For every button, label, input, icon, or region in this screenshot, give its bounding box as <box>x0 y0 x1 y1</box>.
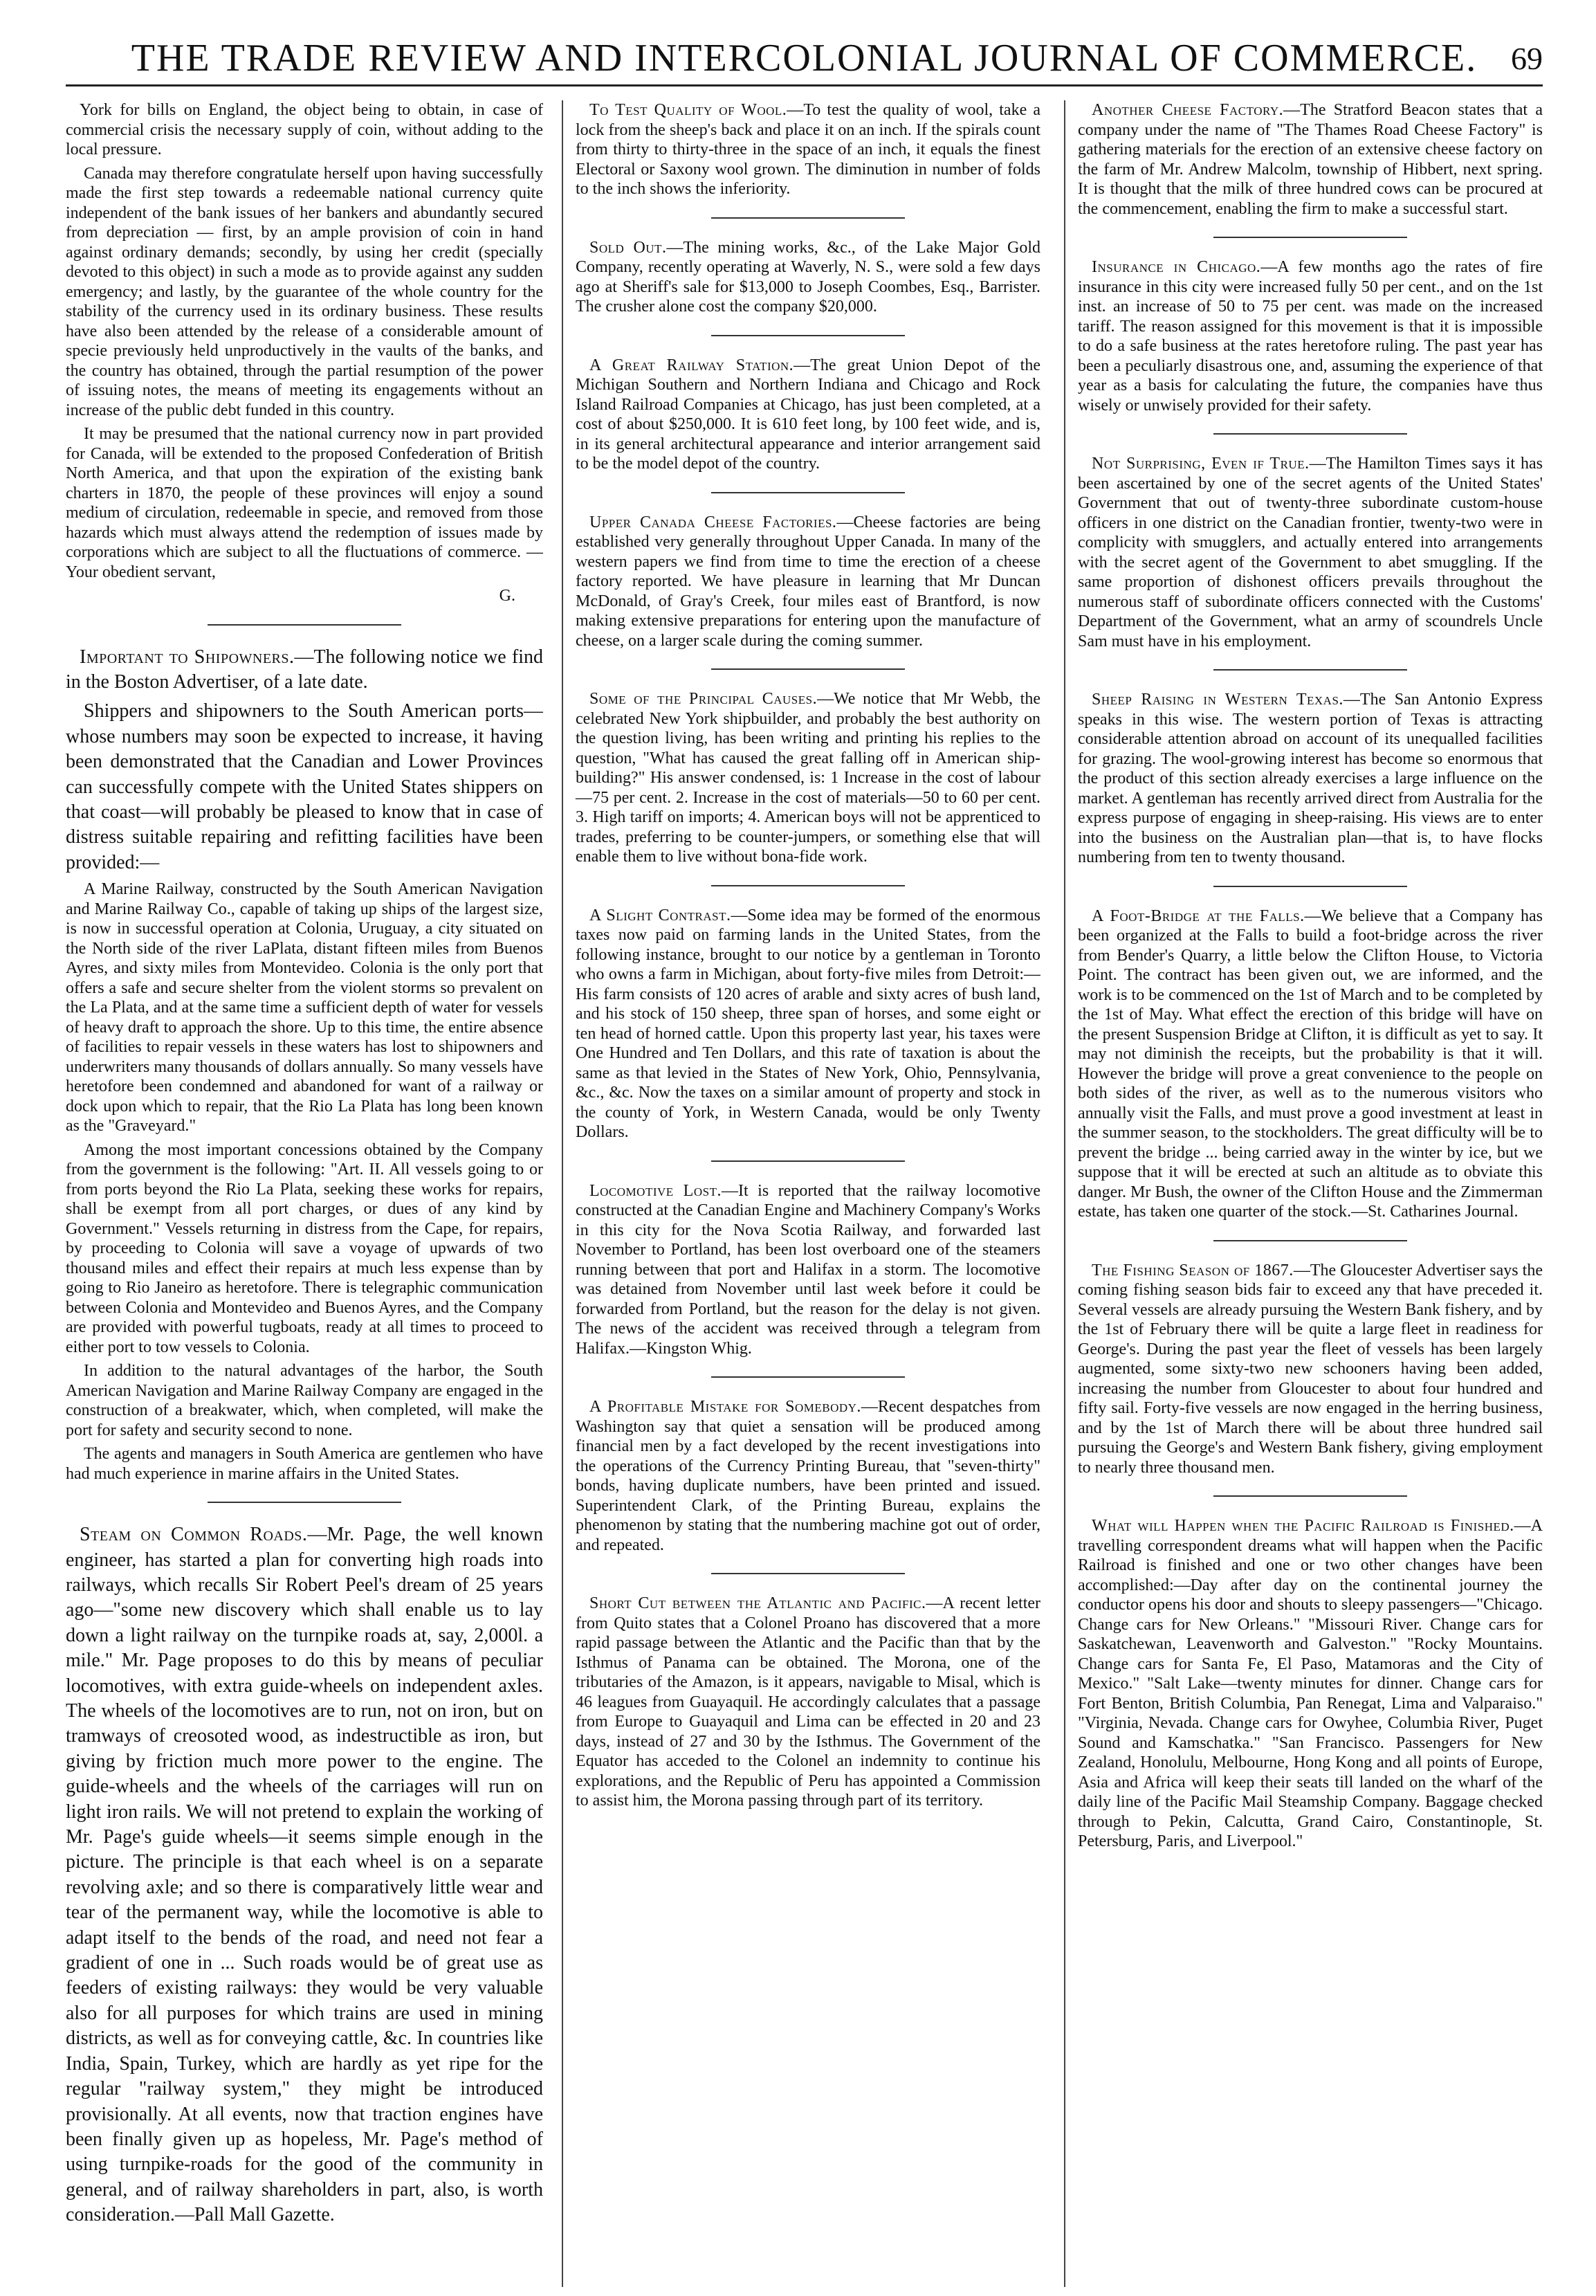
article-profitable-mistake <box>576 1397 1040 1555</box>
article-foot-bridge <box>1078 906 1543 1222</box>
article-heading: What will Happen when the Pacific Railroad is Finished. <box>1092 1517 1514 1535</box>
article-paragraph: —The Gloucester Advertiser says the coming fishing season bids fair to exceed any that have preceded it. Several vessels are already pursuing the Western Bank fishery, and by the 1st of February there will be quite a large fleet in readiness for George's. During the past year the fleet of vessels has been largely augmented, some sixty-two new schooners having been added, increasing the number from Gloucester to about four hundred and fifty sail. Forty-five vessels are now engaged in the herring business, and by the 1st of March there will be about three hundred sail pursuing the George's and Western Bank fishery, giving employment to nearly three thousand men. <box>1078 1261 1543 1477</box>
page-number: 69 <box>1511 41 1543 76</box>
article-paragraph: —Some idea may be formed of the enormous taxes now paid on farming lands in the United States, from the following instance, brought to our notice by a gentleman in Toronto who owns a farm in Michigan, about forty-five miles from Detroit:—His farm consists of 120 acres of arable and sixty acres of bush land, and his stock of 150 sheep, three span of horses, and some eight or ten head of horned cattle. Upon this property last year, his taxes were One Hundred and Ten Dollars, and this rate of taxation is about the same as that levied in the States of New York, Ohio, Pennsylvania, &c., &c. Now the taxes on a similar amount of property and stock in the county of York, in Western Canada, would be only Twenty Dollars. <box>576 906 1040 1141</box>
article-heading: Sold Out. <box>589 238 667 257</box>
article-steam-roads <box>66 1522 543 2227</box>
article-paragraph: —The Stratford Beacon states that a company under the name of "The Thames Road Cheese Factory" is gathering materials for the erection of an extensive cheese factory on the farm of Mr. Andrew Malcolm, township of Hibbert, next spring. It is thought that the milk of three hundred cows can be procured at the commencement, enabling the firm to make a successful start. <box>1078 101 1543 218</box>
letter-signature: G. <box>499 587 515 605</box>
article-paragraph: —A travelling correspondent dreams what will happen when the Pacific Railroad is finished and one or two other changes have been accomplished:—Day after day on the continental journey the conductor opens his door and shouts to sleepy passengers—"Chicago. Change cars for New Orleans." "Missouri River. Change cars for Saskatchewan, Leavenworth and Galveston." "Rocky Mountains. Change cars for Santa Fe, El Paso, Matamoras and the City of Mexico." "Salt Lake—twenty minutes for dinner. Change cars for Fort Benton, British Columbia, Pan Renegat, Lima and Valparaiso." "Virginia, Nevada. Change cars for Owyhee, Columbia River, Puget Sound and Kamschatka." "San Francisco. Passengers for New Zealand, Honolulu, Melbourne, Hong Kong and all points of Europe, Asia and Africa will keep their seats till landed on the wharf of the daily line of the Pacific Mail Steamship Company. Baggage checked through to Pekin, Calcutta, Grand Cairo, Constantinople, St. Petersburg, Paris, and Liverpool." <box>1078 1517 1543 1850</box>
article-paragraph: Shippers and shipowners to the South American ports—whose numbers may soon be expected to increase, it having been demonstrated that the Canadian and Lower Provinces can successfully compete with the United States shippers on that coast—will probably be pleased to know that in case of distress suitable repairing and refitting facilities have been provided:— <box>66 700 543 873</box>
article-sold-out <box>576 238 1040 317</box>
article-heading: A Great Railway Station. <box>589 356 794 374</box>
column-divider-rule <box>711 668 905 670</box>
article-heading: Steam on Common Roads. <box>80 1524 308 1546</box>
article-paragraph: It may be presumed that the national currency now in part provided for Canada, will be extended to the proposed Confederation of British North America, and that upon the expiration of the existing bank charters in 1870, the people of these provinces will enjoy a sound medium of circulation, redeemable in specie, and removed from those hazards which must always attend the redemption of issues made by corporations which are subject to all the fluctuations of commerce. — Your obedient servant, <box>66 425 543 581</box>
column-divider-rule <box>711 1573 905 1574</box>
article-paragraph: —A recent letter from Quito states that a Colonel Proano has discovered that a more rapid passage between the Atlantic and the Pacific than that by the Isthmus of Panama can be obtained. The Morona, one of the tributaries of the Amazon, is it appears, navigable to Misal, which is 46 leagues from Guayaquil. He accordingly calculates that a passage from Europe to Guayaquil and Lima can be effected in 20 and 23 days, instead of 27 and 30 by the Isthmus. The Government of the Equator has acceded to the Colonel an indemnity to continue his explorations, and the Republic of Peru has appointed a Commission to assist him, the Morona passing through part of its territory. <box>576 1594 1040 1810</box>
article-not-surprising <box>1078 454 1543 651</box>
column-divider-rule <box>711 217 905 219</box>
article-paragraph: —Recent despatches from Washington say that quiet a sensation will be produced among financial men by a fact developed by the recent investigations into the operations of the Currency Printing Bureau, that "seven-thirty" bonds, having duplicate numbers, have been printed and issued. Superintendent Clark, of the Printing Bureau, explains the phenomenon by stating that the numbering machine got out of order, and repeated. <box>576 1398 1040 1554</box>
column-divider-rule <box>711 1160 905 1162</box>
article-heading: Short Cut between the Atlantic and Pacific. <box>589 1594 926 1612</box>
article-paragraph: —A few months ago the rates of fire insurance in this city were increased fully 50 per cent., and on the 1st inst. an increase of 50 to 75 per cent. was made on the increased tariff. The reason assigned for this movement is that it is impossible to do a safe business at the rates heretofore ruling. The past year has been a peculiarly disastrous one, and, assuming the experience of that year as a basis for calculating the future, the companies have thus wisely or unwisely provided for their safety. <box>1078 258 1543 414</box>
article-paragraph: Among the most important concessions obtained by the Company from the government is the following: "Art. II. All vessels going to or from ports beyond the Rio La Plata, seeking these works for repairs, shall be exempt from all port charges, or dues of any kind by Government." Vessels returning in distress from the Cape, for repairs, by proceeding to Colonia will save a voyage of upwards of two thousand miles and effect their repairs at much less expense than by going to Rio Janeiro as heretofore. There is telegraphic communication between Colonia and Montevideo and Buenos Ayres, and the Company are provided with powerful tugboats, ready at all times to proceed to either port to tow vessels to Colonia. <box>66 1140 543 1356</box>
column-divider-rule <box>208 1502 401 1503</box>
article-heading: A Slight Contrast. <box>589 906 731 924</box>
article-paragraph: —We notice that Mr Webb, the celebrated New York shipbuilder, and probably the best authority on the question living, has been writing and printing his replies to the question, "What has caused the great falling off in American ship-building?" His answer condensed, is: 1 Increase in the cost of labour—75 per cent. 2. Increase in the cost of materials—50 to 60 per cent. 3. High tariff on imports; 4. American boys will not be apprenticed to trades, preferring to be counter-jumpers, or something else that will enable them to live without bona-fide work. <box>576 690 1040 866</box>
article-paragraph: Canada may therefore congratulate herself upon having successfully made the first step towards a redeemable national currency quite independent of the bank issues of her bankers and abundantly secured from depreciation — first, by an ample provision of coin in hand against ordinary demands; secondly, by using her credit (specially devoted to this object) in such a mode as to provide against any sudden emergency; and lastly, by the guarantee of the whole country for the stability of the currency used in its ordinary business. These results have also been attended by the release of a considerable amount of specie previously held unproductively in the vaults of the banks, and the country has obtained, through the partial resumption of the power of issuing notes, the means of meeting its engagements without an increase of the public debt funded in this country. <box>66 164 543 419</box>
article-shipowners <box>66 645 543 1484</box>
column-divider-rule <box>711 1376 905 1378</box>
article-heading: Upper Canada Cheese Factories. <box>589 513 837 531</box>
article-heading: To Test Quality of Wool. <box>589 101 787 119</box>
article-paragraph: The agents and managers in South America are gentlemen who have had much experience in marine affairs in the United States. <box>66 1445 543 1483</box>
column-1 <box>66 100 543 2287</box>
page-title: THE TRADE REVIEW AND INTERCOLONIAL JOURNAL OF COMMERCE. <box>131 37 1478 80</box>
article-slight-contrast <box>576 906 1040 1142</box>
article-paragraph: In addition to the natural advantages of the harbor, the South American Navigation and Marine Railway Company are engaged in the construction of a breakwater, which, when completed, will make the port for safety and security second to none. <box>66 1362 543 1439</box>
article-currency-letter <box>66 100 543 606</box>
column-divider-rule <box>1213 1240 1407 1241</box>
column-divider-rule <box>1213 886 1407 887</box>
column-2 <box>562 100 1040 2287</box>
column-divider-rule <box>711 492 905 493</box>
article-paragraph: A Marine Railway, constructed by the South American Navigation and Marine Railway Co., capable of taking up ships of the largest size, is now in successful operation at Colonia, Uruguay, a city situated on the North side of the river LaPlata, distant fifteen miles from Buenos Ayres, and sixty miles from Montevideo. Colonia is the only port that offers a safe and secure shelter from the violent storms so prevalent on the La Plata, and at the same time a sufficient depth of water for vessels of heavy draft to approach the shore. Up to this time, the entire absence of facilities to repair vessels in these waters has lost to shipowners and underwriters many thousands of dollars annually. So many vessels have heretofore been condemned and abandoned for want of a railway or dock upon which to repair, that the Rio La Plata has long been known as the "Graveyard." <box>66 880 543 1136</box>
column-divider-rule <box>711 335 905 336</box>
article-pacific-railroad <box>1078 1516 1543 1852</box>
article-heading: Sheep Raising in Western Texas. <box>1092 691 1343 709</box>
article-heading: A Foot-Bridge at the Falls. <box>1092 906 1305 925</box>
column-divider-rule <box>1213 669 1407 671</box>
article-paragraph: —The mining works, &c., of the Lake Major Gold Company, recently operating at Waverly, N. S., were sold a few days ago at Sheriff's sale for $13,000 to Joseph Coombes, Esq., Barrister. The crusher alone cost the company $20,000. <box>576 238 1040 316</box>
article-heading: Another Cheese Factory. <box>1092 101 1284 119</box>
column-divider-rule <box>1213 433 1407 435</box>
article-heading: A Profitable Mistake for Somebody. <box>589 1398 861 1416</box>
column-divider-rule <box>1213 237 1407 238</box>
article-paragraph: —We believe that a Company has been organized at the Falls to build a foot-bridge across the river from Bender's Quarry, a little below the Clifton House, to Victoria Point. The contract has been given out, we are informed, and the work is to be commenced on the 1st of March and to be completed by the 1st of May. What effect the erection of this bridge will have on the present Suspension Bridge at Clifton, it is difficult as yet to say. It may not diminish the receipts, but the probability is that it will. However the bridge will prove a great convenience to the people on both sides of the river, as well as to the numerous visitors who annually visit the Falls, and must prove a good investment at least in the summer season, to the stockholders. The great difficulty will be to prevent the bridge ... being carried away in the winter by ice, but we suppose that it will be erected at such an altitude as to obviate this danger. Mr Bush, the owner of the Clifton House and the Zimmerman estate, has taken one quarter of the stock.—St. Catharines Journal. <box>1078 906 1543 1221</box>
article-paragraph: —The San Antonio Express speaks in this wise. The western portion of Texas is attracting considerable attention abroad on account of its unequalled facilities for grazing. The wool-growing interest has become so enormous that the product of this section already exercises a large influence on the market. A gentleman has recently arrived direct from Australia for the express purpose of engaging in sheep-raising. His views are to enter into the business on the Australian plan—that is, to have flocks numbering from ten to twenty thousand. <box>1078 691 1543 866</box>
article-paragraph: —The Hamilton Times says it has been ascertained by one of the secret agents of the United States' Government that out of twenty-three subordinate custom-house officers in one district on the Canadian frontier, twenty-two were in complicity with smugglers, and actually entered into arrangements with the secret agent of the Government to abet smuggling. If the same proportion of dishonest officers prevails throughout the numerous staff of subordinate officers connected with the Customs' Department of the Government, what an army of scoundrels Uncle Sam must have in his employment. <box>1078 455 1543 650</box>
article-insurance-chicago <box>1078 257 1543 415</box>
column-3 <box>1064 100 1543 2287</box>
masthead <box>66 36 1543 86</box>
article-paragraph: York for bills on England, the object being to obtain, in case of commercial crisis the necessary supply of coin, without adding to the local pressure. <box>66 101 543 158</box>
article-fishing-season <box>1078 1261 1543 1478</box>
article-paragraph: —Mr. Page, the well known engineer, has started a plan for converting high roads into railways, which recalls Sir Robert Peel's dream of 25 years ago—"some new discovery which shall enable us to lay down a light railway on the turnpike roads at, say, 2,000l. a mile." Mr. Page proposes to do this by means of peculiar locomotives, with extra guide-wheels on independent axles. The wheels of the locomotives are to run, not on iron, but on tramways of creosoted wood, as indestructible as iron, but giving by friction much more power to the engine. The guide-wheels and the wheels of the carriages will run on light iron rails. We will not pretend to explain the working of Mr. Page's guide wheels—it seems simple enough in the picture. The principle is that each wheel is on a separate revolving axle; and so there is comparatively little wear and tear of the permanent way, while the locomotive is able to adapt itself to the bends of the road, and need not fear a gradient of one in ... Such roads would be of great use as feeders of existing railways: they would be very valuable also for all purposes for which trains are used in mining districts, as well as for conveying cattle, &c. In countries like India, Spain, Turkey, which are hardly as yet ripe for the regular "railway system," they might be introduced provisionally. At all events, now that traction engines have been finally given up as hopeless, Mr. Page's method of using turnpike-roads for the good of the community in general, and of railway shareholders in part, also, is worth consideration.—Pall Mall Gazette. <box>66 1524 543 2226</box>
article-heading: Some of the Principal Causes. <box>589 690 818 708</box>
article-another-cheese-factory <box>1078 100 1543 219</box>
article-paragraph: —It is reported that the railway locomotive constructed at the Canadian Engine and Machinery Company's Works in this city for the Nova Scotia Railway, and forwarded last November to Portland, has been lost overboard one of the steamers running between that port and Halifax in a storm. The locomotive was detained from November until last week before it could be forwarded from Portland, but the reason for the delay is not given. The news of the accident was received through a telegram from Halifax.—Kingston Whig. <box>576 1181 1040 1358</box>
article-paragraph: —The great Union Depot of the Michigan Southern and Northern Indiana and Chicago and Rock Island Railroad Companies at Chicago, has just been completed, at a cost of about $250,000. It is 610 feet long, by 100 feet wide, and is, in its general architectural appearance and interior arrangement said to be the model depot of the country. <box>576 356 1040 473</box>
column-divider-rule <box>208 624 401 626</box>
article-heading: Insurance in Chicago. <box>1092 258 1261 276</box>
column-divider-rule <box>711 885 905 886</box>
article-sheep-raising <box>1078 690 1543 868</box>
article-heading: Important to Shipowners. <box>80 646 295 668</box>
article-paragraph: —Cheese factories are being established very generally throughout Upper Canada. In many of the western papers we find from time to time the erection of a cheese factory reported. We have pleasure in learning that Mr Duncan McDonald, of Gray's Creek, four miles east of Brantford, is now making extensive preparations for entering upon the manufacture of cheese, on a larger scale during the coming summer. <box>576 513 1040 650</box>
article-paragraph: —To test the quality of wool, take a lock from the sheep's back and place it on an inch. If the spirals count from thirty to thirty-three in the space of an inch, it equals the finest Electoral or Saxony wool grown. The diminution in number of folds to the inch shows the inferiority. <box>576 101 1040 198</box>
article-heading: Not Surprising, Even if True. <box>1092 455 1310 473</box>
article-principal-causes <box>576 689 1040 867</box>
article-short-cut <box>576 1594 1040 1811</box>
article-locomotive-lost <box>576 1181 1040 1359</box>
article-railway-station <box>576 356 1040 474</box>
article-paragraph: —The following notice we find in the Boston Advertiser, of a late date. <box>66 646 543 693</box>
article-heading: Locomotive Lost. <box>589 1181 722 1200</box>
article-wool <box>576 100 1040 199</box>
article-cheese-factories <box>576 513 1040 651</box>
article-heading: The Fishing Season of 1867. <box>1092 1261 1294 1279</box>
column-divider-rule <box>1213 1495 1407 1497</box>
